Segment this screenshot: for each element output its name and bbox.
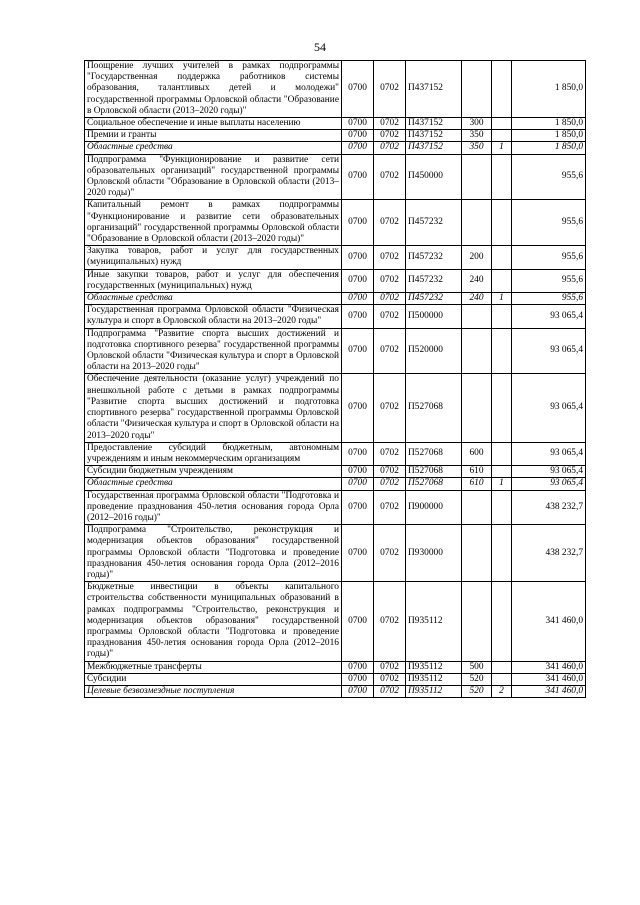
row-subsection-code: 0702 xyxy=(374,269,406,292)
row-subsection-code: 0702 xyxy=(374,200,406,246)
row-source-code xyxy=(492,466,512,478)
table-row xyxy=(85,269,586,292)
row-expense-type-code xyxy=(462,305,492,328)
table-row xyxy=(85,61,586,118)
table-row xyxy=(85,466,586,478)
row-description: Предоставление субсидий бюджетным, автономным учреждениям и иным некоммерческим организациям xyxy=(85,442,342,465)
row-amount: 341 460,0 xyxy=(512,582,586,661)
row-subsection-code: 0702 xyxy=(374,685,406,697)
row-amount: 1 850,0 xyxy=(512,61,586,118)
row-target-article-code: П527068 xyxy=(406,374,462,442)
row-amount: 1 850,0 xyxy=(512,142,586,154)
row-section-code: 0700 xyxy=(342,525,374,582)
row-description: Областные средства xyxy=(85,142,342,154)
row-amount: 341 460,0 xyxy=(512,673,586,685)
row-description: Закупка товаров, работ и услуг для государственных (муниципальных) нужд xyxy=(85,246,342,269)
row-source-code xyxy=(492,61,512,118)
row-section-code: 0700 xyxy=(342,154,374,200)
row-expense-type-code: 520 xyxy=(462,673,492,685)
row-description: Субсидии xyxy=(85,673,342,685)
row-target-article-code: П520000 xyxy=(406,328,462,374)
row-description: Бюджетные инвестиции в объекты капитального строительства собственности муниципальных образований в рамках подпрограммы "Строительство, реконструкция и модернизация объектов образования" государственной программы Орловской области "Подготовка и проведение празднования 450-летия основания города Орла (2012–2016 годы)" xyxy=(85,582,342,661)
row-section-code: 0700 xyxy=(342,305,374,328)
row-expense-type-code: 350 xyxy=(462,142,492,154)
row-amount: 341 460,0 xyxy=(512,661,586,673)
row-description: Премии и гранты xyxy=(85,130,342,142)
row-section-code: 0700 xyxy=(342,200,374,246)
row-expense-type-code: 610 xyxy=(462,478,492,490)
row-description: Поощрение лучших учителей в рамках подпрограммы "Государственная поддержка работников системы образования, талантливых детей и молодежи" государственной программы Орловской области "Образование в Орловской области (2013–2020 годы)" xyxy=(85,61,342,118)
row-amount: 955,6 xyxy=(512,200,586,246)
row-source-code xyxy=(492,200,512,246)
row-section-code: 0700 xyxy=(342,246,374,269)
row-expense-type-code xyxy=(462,490,492,525)
table-row xyxy=(85,130,586,142)
row-source-code xyxy=(492,374,512,442)
row-subsection-code: 0702 xyxy=(374,582,406,661)
row-subsection-code: 0702 xyxy=(374,118,406,130)
row-expense-type-code: 600 xyxy=(462,442,492,465)
row-subsection-code: 0702 xyxy=(374,525,406,582)
row-source-code: 1 xyxy=(492,142,512,154)
table-row xyxy=(85,478,586,490)
row-source-code xyxy=(492,130,512,142)
row-expense-type-code: 350 xyxy=(462,130,492,142)
row-target-article-code: П437152 xyxy=(406,118,462,130)
row-section-code: 0700 xyxy=(342,142,374,154)
row-expense-type-code xyxy=(462,525,492,582)
row-target-article-code: П457232 xyxy=(406,200,462,246)
row-section-code: 0700 xyxy=(342,661,374,673)
row-source-code xyxy=(492,269,512,292)
row-subsection-code: 0702 xyxy=(374,305,406,328)
row-expense-type-code: 610 xyxy=(462,466,492,478)
row-amount: 955,6 xyxy=(512,269,586,292)
budget-table xyxy=(84,60,586,698)
row-expense-type-code: 500 xyxy=(462,661,492,673)
row-expense-type-code xyxy=(462,154,492,200)
row-description: Капитальный ремонт в рамках подпрограммы "Функционирование и развитие сети образовательных организаций" государственной программы Орловской области "Образование в Орловской области (2013–2020 годы)" xyxy=(85,200,342,246)
row-amount: 955,6 xyxy=(512,154,586,200)
row-description: Субсидии бюджетным учреждениям xyxy=(85,466,342,478)
row-amount: 341 460,0 xyxy=(512,685,586,697)
row-subsection-code: 0702 xyxy=(374,293,406,305)
row-subsection-code: 0702 xyxy=(374,478,406,490)
row-expense-type-code xyxy=(462,582,492,661)
table-row xyxy=(85,118,586,130)
row-target-article-code: П437152 xyxy=(406,142,462,154)
row-subsection-code: 0702 xyxy=(374,142,406,154)
row-description: Подпрограмма "Строительство, реконструкция и модернизация объектов образования" государственной программы Орловской области "Подготовка и проведение празднования 450-летия основания города Орла (2012–2016 годы)" xyxy=(85,525,342,582)
row-subsection-code: 0702 xyxy=(374,328,406,374)
row-target-article-code: П500000 xyxy=(406,305,462,328)
row-source-code xyxy=(492,442,512,465)
row-expense-type-code: 200 xyxy=(462,246,492,269)
row-source-code xyxy=(492,328,512,374)
row-target-article-code: П457232 xyxy=(406,269,462,292)
row-amount: 93 065,4 xyxy=(512,478,586,490)
row-target-article-code: П935112 xyxy=(406,582,462,661)
row-description: Государственная программа Орловской области "Подготовка и проведение празднования 450-летия основания города Орла (2012–2016 годы)" xyxy=(85,490,342,525)
row-amount: 93 065,4 xyxy=(512,466,586,478)
row-section-code: 0700 xyxy=(342,442,374,465)
row-description: Подпрограмма "Функционирование и развитие сети образовательных организаций" государственной программы Орловской области "Образование в Орловской области (2013–2020 годы)" xyxy=(85,154,342,200)
table-row xyxy=(85,154,586,200)
row-target-article-code: П527068 xyxy=(406,466,462,478)
row-target-article-code: П437152 xyxy=(406,61,462,118)
row-subsection-code: 0702 xyxy=(374,154,406,200)
row-expense-type-code: 240 xyxy=(462,269,492,292)
row-target-article-code: П450000 xyxy=(406,154,462,200)
row-source-code xyxy=(492,673,512,685)
row-expense-type-code xyxy=(462,374,492,442)
row-source-code xyxy=(492,490,512,525)
table-row xyxy=(85,246,586,269)
table-row xyxy=(85,661,586,673)
row-section-code: 0700 xyxy=(342,269,374,292)
row-amount: 93 065,4 xyxy=(512,328,586,374)
table-row xyxy=(85,374,586,442)
row-description: Областные средства xyxy=(85,478,342,490)
row-amount: 438 232,7 xyxy=(512,490,586,525)
row-source-code xyxy=(492,305,512,328)
row-expense-type-code: 240 xyxy=(462,293,492,305)
row-section-code: 0700 xyxy=(342,466,374,478)
row-section-code: 0700 xyxy=(342,61,374,118)
row-target-article-code: П527068 xyxy=(406,478,462,490)
row-target-article-code: П930000 xyxy=(406,525,462,582)
row-subsection-code: 0702 xyxy=(374,673,406,685)
row-subsection-code: 0702 xyxy=(374,466,406,478)
row-section-code: 0700 xyxy=(342,478,374,490)
row-amount: 1 850,0 xyxy=(512,130,586,142)
table-row xyxy=(85,525,586,582)
row-subsection-code: 0702 xyxy=(374,374,406,442)
row-section-code: 0700 xyxy=(342,673,374,685)
row-amount: 93 065,4 xyxy=(512,442,586,465)
row-section-code: 0700 xyxy=(342,118,374,130)
page-number: 54 xyxy=(314,40,326,54)
row-description: Обеспечение деятельности (оказание услуг) учреждений по внешкольной работе с детьми в рамках подпрограммы "Развитие спорта высших достижений и подготовка спортивного резерва" государственной программы Орловской области "Физическая культура и спорт в Орловской области на 2013–2020 годы" xyxy=(85,374,342,442)
row-section-code: 0700 xyxy=(342,328,374,374)
table-row xyxy=(85,293,586,305)
row-description: Государственная программа Орловской области "Физическая культура и спорт в Орловской области на 2013–2020 годы" xyxy=(85,305,342,328)
row-amount: 93 065,4 xyxy=(512,305,586,328)
row-source-code xyxy=(492,525,512,582)
row-source-code: 2 xyxy=(492,685,512,697)
row-target-article-code: П437152 xyxy=(406,130,462,142)
row-expense-type-code xyxy=(462,200,492,246)
row-subsection-code: 0702 xyxy=(374,130,406,142)
table-row xyxy=(85,200,586,246)
table-row xyxy=(85,685,586,697)
row-subsection-code: 0702 xyxy=(374,61,406,118)
row-amount: 955,6 xyxy=(512,246,586,269)
row-section-code: 0700 xyxy=(342,293,374,305)
table-row xyxy=(85,490,586,525)
table-row xyxy=(85,328,586,374)
row-description: Иные закупки товаров, работ и услуг для обеспечения государственных (муниципальных) нужд xyxy=(85,269,342,292)
row-subsection-code: 0702 xyxy=(374,661,406,673)
row-section-code: 0700 xyxy=(342,685,374,697)
table-row xyxy=(85,673,586,685)
row-target-article-code: П527068 xyxy=(406,442,462,465)
row-target-article-code: П935112 xyxy=(406,661,462,673)
row-expense-type-code xyxy=(462,61,492,118)
row-source-code xyxy=(492,118,512,130)
row-target-article-code: П457232 xyxy=(406,246,462,269)
row-section-code: 0700 xyxy=(342,374,374,442)
row-section-code: 0700 xyxy=(342,582,374,661)
table-row xyxy=(85,142,586,154)
row-expense-type-code xyxy=(462,328,492,374)
row-description: Подпрограмма "Развитие спорта высших достижений и подготовка спортивного резерва" государственной программы Орловской области "Физическая культура и спорт в Орловской области на 2013–2020 годы" xyxy=(85,328,342,374)
row-source-code xyxy=(492,154,512,200)
row-subsection-code: 0702 xyxy=(374,490,406,525)
row-amount: 438 232,7 xyxy=(512,525,586,582)
row-expense-type-code: 300 xyxy=(462,118,492,130)
row-source-code xyxy=(492,246,512,269)
row-source-code xyxy=(492,661,512,673)
row-description: Целевые безвозмездные поступления xyxy=(85,685,342,697)
row-description: Социальное обеспечение и иные выплаты населению xyxy=(85,118,342,130)
row-subsection-code: 0702 xyxy=(374,246,406,269)
row-amount: 1 850,0 xyxy=(512,118,586,130)
table-body xyxy=(85,61,586,698)
table-row xyxy=(85,582,586,661)
row-description: Областные средства xyxy=(85,293,342,305)
row-section-code: 0700 xyxy=(342,490,374,525)
row-amount: 93 065,4 xyxy=(512,374,586,442)
row-target-article-code: П900000 xyxy=(406,490,462,525)
row-subsection-code: 0702 xyxy=(374,442,406,465)
row-target-article-code: П935112 xyxy=(406,685,462,697)
row-expense-type-code: 520 xyxy=(462,685,492,697)
row-target-article-code: П457232 xyxy=(406,293,462,305)
table-row xyxy=(85,442,586,465)
table-row xyxy=(85,305,586,328)
row-amount: 955,6 xyxy=(512,293,586,305)
row-source-code: 1 xyxy=(492,478,512,490)
row-description: Межбюджетные трансферты xyxy=(85,661,342,673)
row-section-code: 0700 xyxy=(342,130,374,142)
row-source-code: 1 xyxy=(492,293,512,305)
row-target-article-code: П935112 xyxy=(406,673,462,685)
row-source-code xyxy=(492,582,512,661)
